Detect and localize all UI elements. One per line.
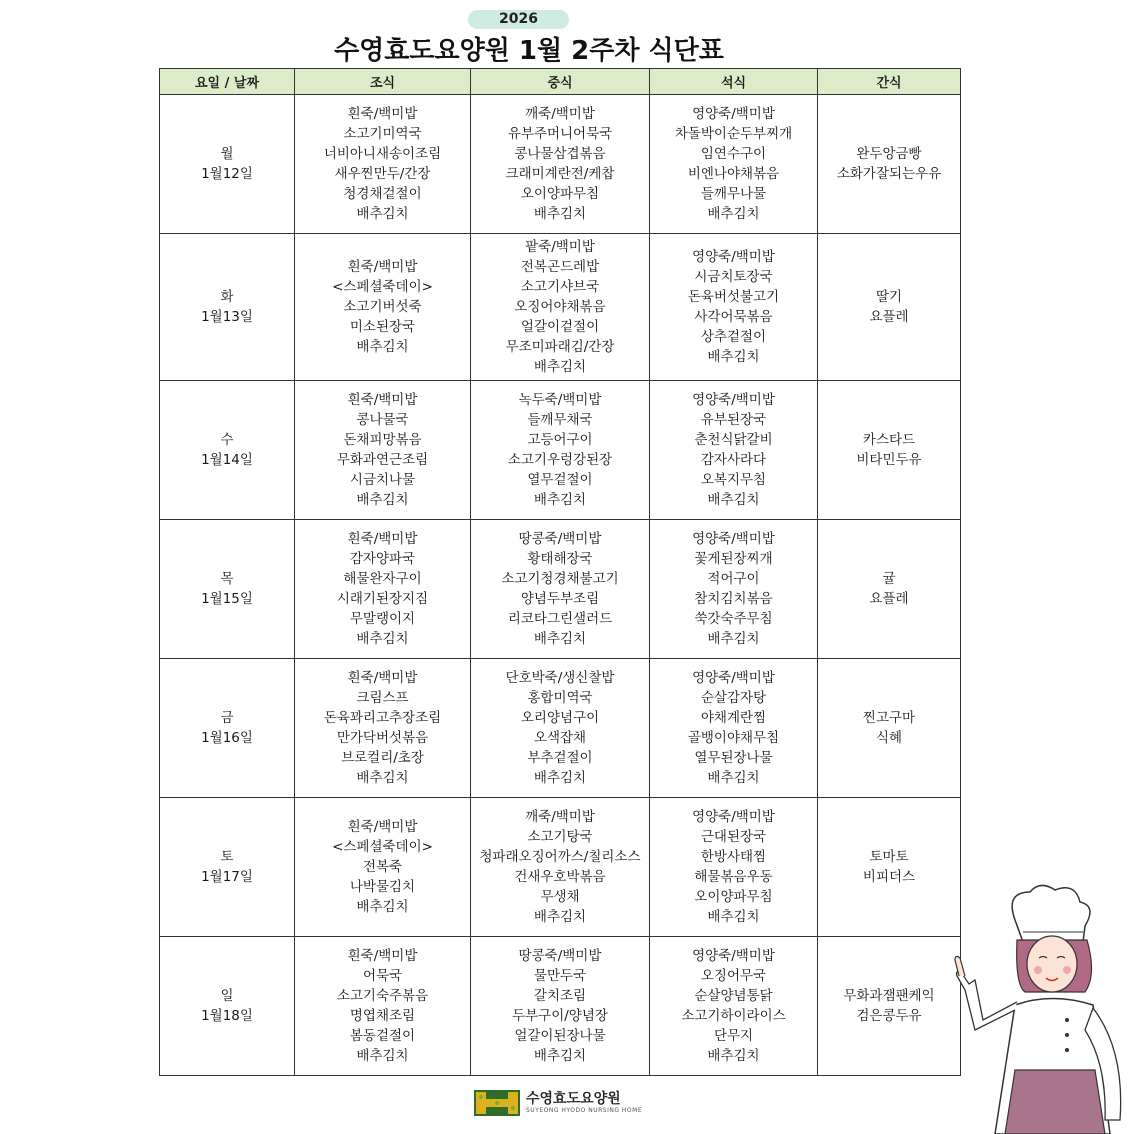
column-header-day: 요일 / 날짜 <box>160 69 295 95</box>
table-row <box>160 659 961 798</box>
menu-item: 흰죽/백미밥 <box>347 106 418 122</box>
menu-item: 오이양파무침 <box>520 186 600 202</box>
menu-item: 브로컬리/초장 <box>341 750 424 766</box>
menu-item: 사각어묵볶음 <box>694 309 773 325</box>
menu-item: 참치김치볶음 <box>694 591 773 607</box>
menu-item: 청파래오징어까스/칠리소스 <box>479 849 641 865</box>
column-header-lunch: 중식 <box>471 69 650 95</box>
day-cell <box>160 95 295 234</box>
menu-item: 전복죽 <box>362 859 403 875</box>
menu-item: 소고기우렁강된장 <box>507 452 613 468</box>
menu-item: 해물완자구이 <box>343 571 422 587</box>
date-label: 1월15일 <box>201 591 253 607</box>
menu-item: 돈육버섯불고기 <box>687 289 780 305</box>
menu-item: 배추김치 <box>356 1048 409 1064</box>
menu-item: 영양죽/백미밥 <box>692 106 775 122</box>
menu-item: 비엔나야채볶음 <box>687 166 780 182</box>
menu-item: 무조미파래김/간장 <box>505 339 615 355</box>
lunch-cell <box>471 659 650 798</box>
menu-item: 배추김치 <box>356 631 409 647</box>
date-label: 1월12일 <box>201 166 253 182</box>
logo-name: 수영효도요양원 <box>526 1091 621 1107</box>
menu-item: 땅콩죽/백미밥 <box>518 948 602 964</box>
table-row <box>160 937 961 1076</box>
weekday-label: 수 <box>220 432 234 448</box>
table-header-row <box>160 69 961 95</box>
dinner-cell <box>650 659 818 798</box>
menu-item: 미소된장국 <box>349 319 416 335</box>
lunch-cell <box>471 381 650 520</box>
lunch-cell <box>471 95 650 234</box>
menu-item: 배추김치 <box>533 206 587 222</box>
menu-item: 봄동겉절이 <box>349 1028 416 1044</box>
menu-item: 갈치조림 <box>533 988 587 1004</box>
dinner-cell <box>650 937 818 1076</box>
menu-item: 들깨무채국 <box>527 412 593 428</box>
menu-item: 찐고구마 <box>862 710 916 726</box>
menu-item: 단호박죽/생신찰밥 <box>505 670 615 686</box>
menu-item: 콩나물삼겹볶음 <box>514 146 606 162</box>
menu-item: 소고기숙주볶음 <box>336 988 429 1004</box>
weekday-label: 일 <box>220 988 234 1004</box>
menu-item: 차돌박이순두부찌개 <box>674 126 793 142</box>
dinner-cell <box>650 95 818 234</box>
snack-cell <box>818 95 961 234</box>
menu-item: 흰죽/백미밥 <box>347 259 418 275</box>
menu-item: 검은콩두유 <box>856 1008 922 1024</box>
dinner-cell <box>650 234 818 381</box>
menu-item: 청경채겉절이 <box>343 186 422 202</box>
snack-cell <box>818 520 961 659</box>
column-header-snack: 간식 <box>818 69 961 95</box>
menu-item: 근대된장국 <box>700 829 767 845</box>
menu-item: 흰죽/백미밥 <box>347 819 418 835</box>
menu-item: 배추김치 <box>533 492 587 508</box>
menu-item: 배추김치 <box>707 1048 760 1064</box>
menu-item: 야채계란찜 <box>700 710 767 726</box>
menu-item: 해물볶음우동 <box>694 869 773 885</box>
menu-item: 감자사라다 <box>700 452 767 468</box>
column-header-dinner: 석식 <box>650 69 818 95</box>
menu-item: 단무지 <box>713 1028 754 1044</box>
dinner-cell <box>650 381 818 520</box>
menu-item: 쑥갓숙주무침 <box>694 611 773 627</box>
lunch-cell <box>471 520 650 659</box>
dinner-cell <box>650 798 818 937</box>
menu-item: 오복지무침 <box>700 472 767 488</box>
menu-item: 영양죽/백미밥 <box>692 809 775 825</box>
menu-item: 들깨무나물 <box>700 186 767 202</box>
menu-item: 팥죽/백미밥 <box>525 239 595 255</box>
menu-item: 유부주머니어묵국 <box>507 126 613 142</box>
menu-item: 소고기샤브국 <box>520 279 600 295</box>
year-badge: 2026 <box>468 10 569 29</box>
menu-item: 소고기탕국 <box>527 829 593 845</box>
menu-item: 배추김치 <box>707 770 760 786</box>
lunch-cell <box>471 234 650 381</box>
menu-item: 딸기 <box>875 289 903 305</box>
menu-item: 영양죽/백미밥 <box>692 670 775 686</box>
menu-item: 시금치나물 <box>349 472 416 488</box>
menu-item: 오징어무국 <box>700 968 767 984</box>
menu-item: 배추김치 <box>356 206 409 222</box>
page-title: 수영효도요양원 1월 2주차 식단표 <box>334 36 724 66</box>
menu-item: 오리양념구이 <box>520 710 600 726</box>
menu-item: 영양죽/백미밥 <box>692 392 775 408</box>
weekday-label: 월 <box>220 146 234 162</box>
date-label: 1월13일 <box>201 309 253 325</box>
menu-item: 흰죽/백미밥 <box>347 531 418 547</box>
menu-item: <스페셜죽데이> <box>332 279 433 295</box>
menu-item: 귤 <box>882 571 896 587</box>
breakfast-cell <box>295 520 471 659</box>
menu-item: 배추김치 <box>707 349 760 365</box>
menu-item: 영양죽/백미밥 <box>692 948 775 964</box>
footer-logo <box>474 1090 642 1116</box>
menu-item: 부추겉절이 <box>527 750 593 766</box>
lunch-cell <box>471 798 650 937</box>
menu-item: 양념두부조림 <box>520 591 600 607</box>
snack-cell <box>818 234 961 381</box>
menu-item: 배추김치 <box>356 339 409 355</box>
menu-item: 순살양념통닭 <box>694 988 773 1004</box>
menu-item: 감자양파국 <box>349 551 416 567</box>
menu-item: 너비아니새송이조림 <box>323 146 442 162</box>
menu-item: 깨죽/백미밥 <box>525 809 595 825</box>
menu-item: 새우찐만두/간장 <box>334 166 431 182</box>
menu-item: 어묵국 <box>362 968 403 984</box>
menu-item: 식혜 <box>875 730 903 746</box>
day-cell <box>160 659 295 798</box>
snack-cell <box>818 659 961 798</box>
table-row <box>160 798 961 937</box>
breakfast-cell <box>295 95 471 234</box>
menu-item: 배추김치 <box>533 909 587 925</box>
menu-item: 황태해장국 <box>527 551 593 567</box>
table-row <box>160 381 961 520</box>
menu-item: 비피더스 <box>862 869 916 885</box>
breakfast-cell <box>295 381 471 520</box>
menu-item: 순살감자탕 <box>700 690 767 706</box>
menu-item: 토마토 <box>869 849 909 865</box>
menu-item: 영양죽/백미밥 <box>692 249 775 265</box>
menu-item: 흰죽/백미밥 <box>347 392 418 408</box>
menu-item: 홍합미역국 <box>527 690 593 706</box>
menu-item: 무화과잼팬케익 <box>843 988 935 1004</box>
day-cell <box>160 520 295 659</box>
menu-item: 오징어야채볶음 <box>514 299 606 315</box>
menu-item: 리코타그린샐러드 <box>507 611 613 627</box>
menu-item: 흰죽/백미밥 <box>347 948 418 964</box>
menu-item: 영양죽/백미밥 <box>692 531 775 547</box>
menu-item: 명엽채조림 <box>349 1008 416 1024</box>
menu-item: 소화가잘되는우유 <box>836 166 942 182</box>
breakfast-cell <box>295 234 471 381</box>
menu-item: 골뱅이야채무침 <box>687 730 780 746</box>
day-cell <box>160 234 295 381</box>
lunch-cell <box>471 937 650 1076</box>
weekday-label: 화 <box>220 289 234 305</box>
dinner-cell <box>650 520 818 659</box>
menu-item: 시래기된장지짐 <box>336 591 429 607</box>
menu-item: 돈채피망볶음 <box>343 432 422 448</box>
logo-subtitle: SUYEONG HYODO NURSING HOME <box>526 1107 643 1114</box>
menu-item: 완두앙금빵 <box>856 146 922 162</box>
menu-item: 배추김치 <box>533 1048 587 1064</box>
menu-item: 무생채 <box>540 889 580 905</box>
menu-item: 배추김치 <box>707 631 760 647</box>
menu-item: <스페셜죽데이> <box>332 839 433 855</box>
menu-item: 카스타드 <box>862 432 916 448</box>
menu-item: 소고기청경채불고기 <box>501 571 619 587</box>
date-label: 1월14일 <box>201 452 253 468</box>
day-cell <box>160 937 295 1076</box>
day-cell <box>160 798 295 937</box>
menu-item: 적어구이 <box>707 571 760 587</box>
weekday-label: 금 <box>220 710 234 726</box>
date-label: 1월17일 <box>201 869 253 885</box>
breakfast-cell <box>295 659 471 798</box>
table-row <box>160 234 961 381</box>
date-label: 1월18일 <box>201 1008 253 1024</box>
menu-item: 오색잡채 <box>533 730 587 746</box>
weekday-label: 토 <box>220 849 234 865</box>
menu-item: 상추겉절이 <box>700 329 767 345</box>
menu-item: 배추김치 <box>356 899 409 915</box>
menu-item: 소고기하이라이스 <box>681 1008 786 1024</box>
breakfast-cell <box>295 798 471 937</box>
logo-mark-icon <box>474 1090 520 1116</box>
menu-item: 배추김치 <box>356 492 409 508</box>
menu-item: 전복곤드레밥 <box>520 259 600 275</box>
weekday-label: 목 <box>220 571 234 587</box>
menu-item: 녹두죽/백미밥 <box>518 392 602 408</box>
menu-item: 배추김치 <box>533 770 587 786</box>
menu-item: 흰죽/백미밥 <box>347 670 418 686</box>
table-row <box>160 520 961 659</box>
menu-item: 콩나물국 <box>356 412 409 428</box>
menu-item: 배추김치 <box>707 909 760 925</box>
menu-item: 유부된장국 <box>700 412 767 428</box>
menu-item: 만가닥버섯볶음 <box>336 730 429 746</box>
menu-item: 건새우호박볶음 <box>514 869 606 885</box>
menu-item: 얼갈이겉절이 <box>520 319 600 335</box>
menu-item: 배추김치 <box>533 359 587 375</box>
menu-item: 두부구이/양념장 <box>512 1008 608 1024</box>
menu-item: 소고기미역국 <box>343 126 422 142</box>
menu-item: 요플레 <box>869 591 909 607</box>
menu-item: 배추김치 <box>533 631 587 647</box>
menu-item: 오이양파무침 <box>694 889 773 905</box>
column-header-breakfast: 조식 <box>295 69 471 95</box>
menu-item: 크래미계란전/케찹 <box>505 166 615 182</box>
menu-item: 소고기버섯죽 <box>343 299 422 315</box>
menu-item: 나박물김치 <box>349 879 416 895</box>
menu-item: 열무된장나물 <box>694 750 773 766</box>
menu-item: 춘천식닭갈비 <box>694 432 773 448</box>
menu-item: 임연수구이 <box>700 146 767 162</box>
menu-item: 크림스프 <box>356 690 409 706</box>
table-row <box>160 95 961 234</box>
chef-illustration-icon <box>935 880 1134 1134</box>
menu-item: 열무겉절이 <box>527 472 593 488</box>
menu-item: 비타민두유 <box>856 452 922 468</box>
menu-item: 무말랭이지 <box>349 611 416 627</box>
menu-item: 시금치토장국 <box>694 269 773 285</box>
breakfast-cell <box>295 937 471 1076</box>
menu-item: 한방사태찜 <box>700 849 767 865</box>
snack-cell <box>818 381 961 520</box>
menu-item: 땅콩죽/백미밥 <box>518 531 602 547</box>
menu-item: 무화과연근조림 <box>336 452 429 468</box>
menu-item: 깨죽/백미밥 <box>525 106 595 122</box>
menu-item: 돈육꽈리고추장조림 <box>323 710 442 726</box>
menu-item: 요플레 <box>869 309 909 325</box>
menu-item: 배추김치 <box>707 492 760 508</box>
meal-table <box>159 68 961 1076</box>
menu-item: 얼갈이된장나물 <box>514 1028 606 1044</box>
menu-item: 물만두국 <box>533 968 587 984</box>
table-body <box>160 95 961 1076</box>
menu-item: 배추김치 <box>707 206 760 222</box>
day-cell <box>160 381 295 520</box>
date-label: 1월16일 <box>201 730 253 746</box>
menu-item: 배추김치 <box>356 770 409 786</box>
menu-item: 고등어구이 <box>527 432 593 448</box>
menu-item: 꽃게된장찌개 <box>694 551 773 567</box>
